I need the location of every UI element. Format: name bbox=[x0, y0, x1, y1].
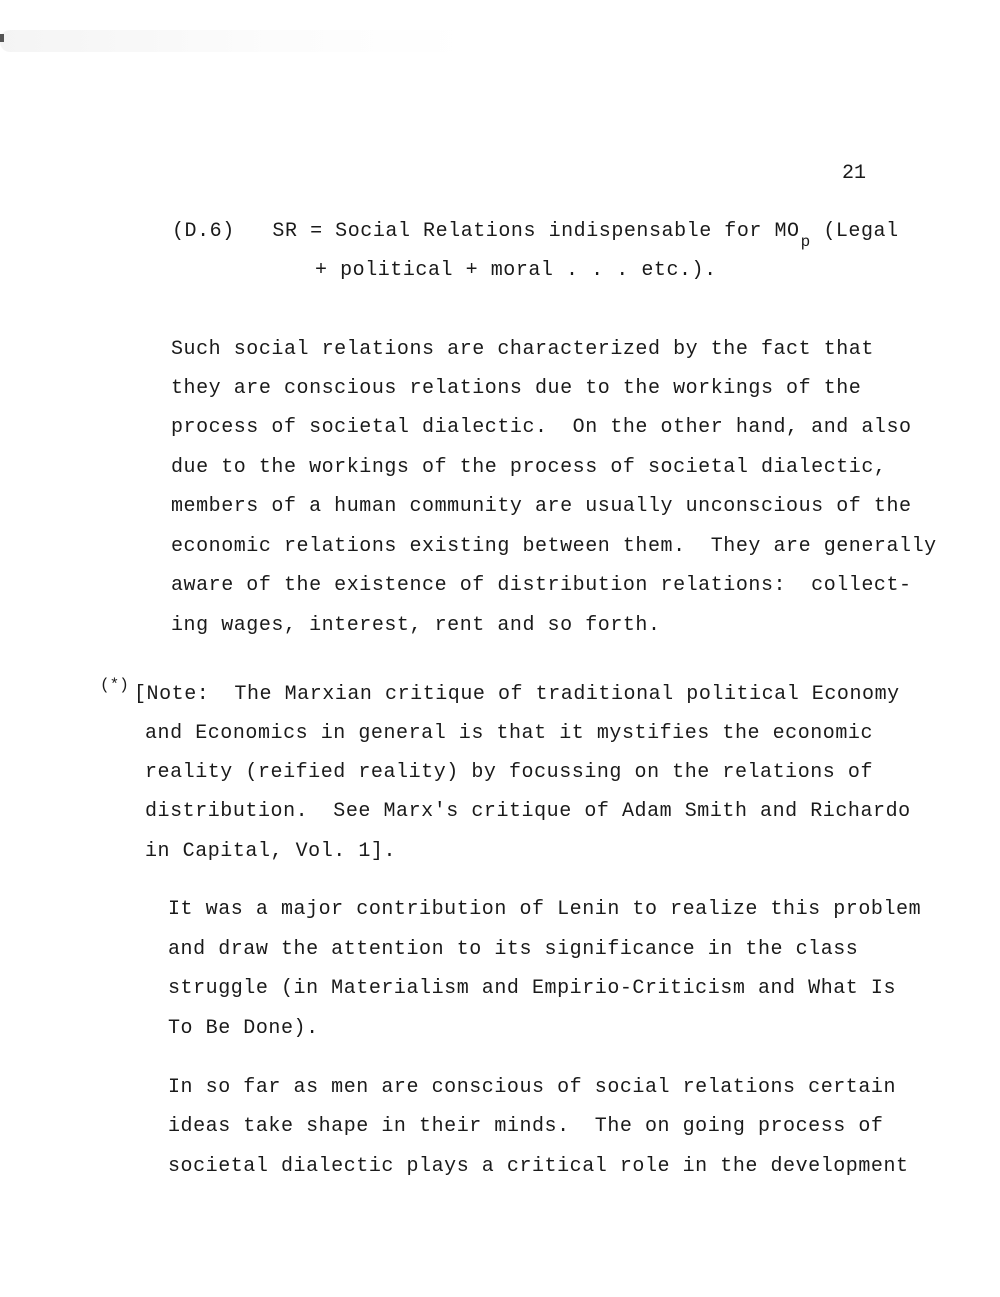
page-number: 21 bbox=[842, 162, 867, 185]
scan-mark bbox=[0, 34, 4, 42]
paragraph3-line: ideas take shape in their minds. The on going process of bbox=[168, 1115, 884, 1138]
definition-subscript: p bbox=[800, 233, 811, 251]
paragraph2-line: It was a major contribution of Lenin to realize this problem bbox=[168, 898, 922, 921]
scan-artifact bbox=[0, 30, 470, 52]
paragraph1-line: Such social relations are characterized by the fact that bbox=[171, 338, 874, 361]
paragraph3-line: In so far as men are conscious of social relations certain bbox=[168, 1076, 897, 1099]
paragraph3-line: societal dialectic plays a critical role in the development bbox=[168, 1155, 909, 1178]
definition-text: SR = Social Relations indispensable for MO bbox=[272, 220, 800, 243]
note-line: [Note: The Marxian critique of traditional political Economy bbox=[134, 683, 900, 706]
definition-text-end: (Legal bbox=[810, 220, 899, 243]
paragraph1-line: economic relations existing between them. They are generally bbox=[171, 535, 937, 558]
note-line: in Capital, Vol. 1]. bbox=[145, 840, 397, 863]
paragraph1-line: they are conscious relations due to the workings of the bbox=[171, 377, 862, 400]
definition-line-1 bbox=[172, 220, 899, 251]
paragraph2-line: To Be Done). bbox=[168, 1017, 319, 1040]
paragraph2-line: and draw the attention to its significance in the class bbox=[168, 938, 859, 961]
paragraph1-line: due to the workings of the process of societal dialectic, bbox=[171, 456, 887, 479]
note-line: and Economics in general is that it mystifies the economic bbox=[145, 722, 874, 745]
paragraph2-line: struggle (in Materialism and Empirio-Criticism and What Is bbox=[168, 977, 897, 1000]
definition-label: (D.6) bbox=[172, 220, 235, 243]
note-line: reality (reified reality) by focussing on the relations of bbox=[145, 761, 874, 784]
paragraph1-line: ing wages, interest, rent and so forth. bbox=[171, 614, 661, 637]
definition-line-2: + political + moral . . . etc.). bbox=[315, 259, 717, 282]
paragraph1-line: process of societal dialectic. On the other hand, and also bbox=[171, 416, 912, 439]
paragraph1-line: aware of the existence of distribution relations: collect- bbox=[171, 574, 912, 597]
note-mark: (*) bbox=[100, 676, 129, 694]
note-line: distribution. See Marx's critique of Adam Smith and Richardo bbox=[145, 800, 911, 823]
paragraph1-line: members of a human community are usually unconscious of the bbox=[171, 495, 912, 518]
